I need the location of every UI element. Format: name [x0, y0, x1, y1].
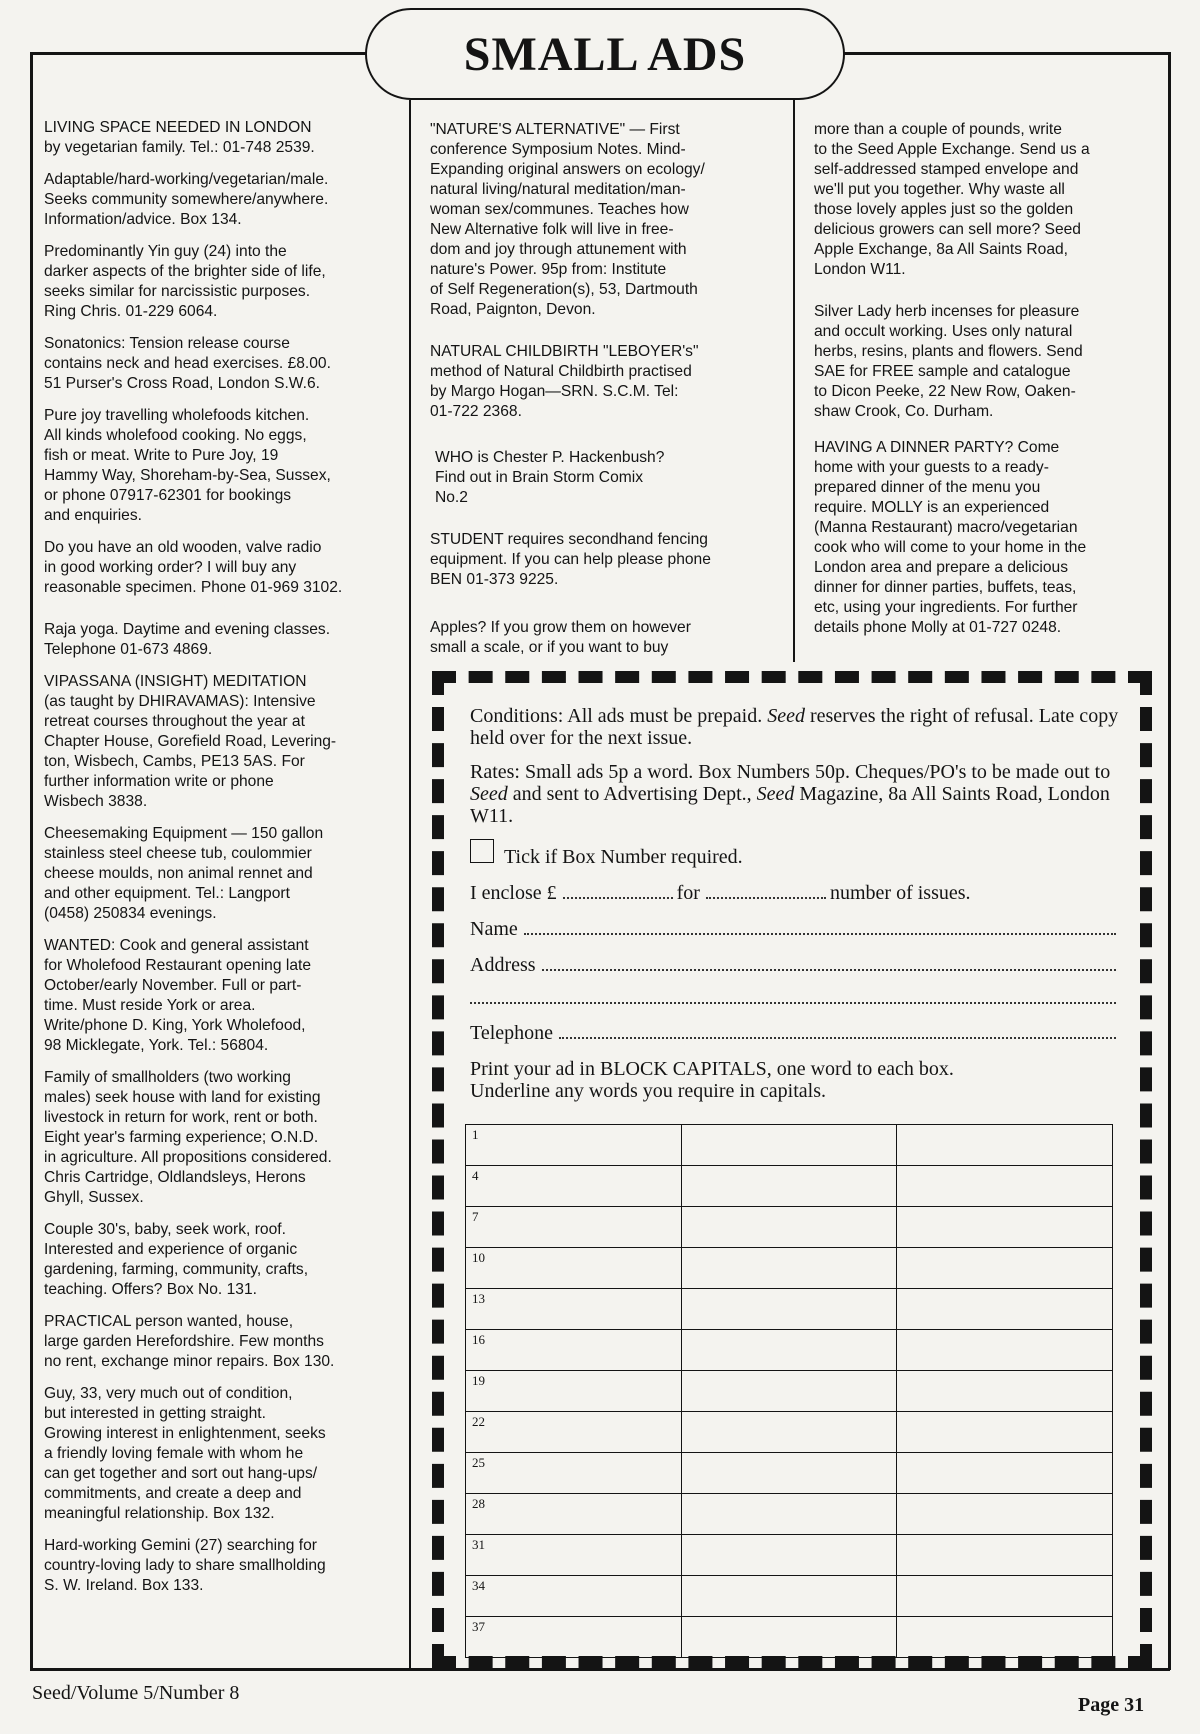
word-box[interactable]: 16: [466, 1330, 682, 1371]
ad-dinner-party: HAVING A DINNER PARTY? Come home with your guests to a ready- prepared dinner of the menu you require. MOLLY is an experienced (Manna Restaurant) macro/vegetarian cook who will come to your home in the London area and prepare a delicious dinner for dinner parties, buffets, teas, etc, using your ingredients. For further details phone Molly at 01-727 0248.: [814, 439, 1087, 636]
box-number-label: Tick if Box Number required.: [504, 846, 743, 868]
name-label: Name: [470, 918, 518, 940]
word-box[interactable]: [681, 1166, 897, 1207]
grid-row: [466, 1125, 1113, 1166]
issues-label: number of issues.: [829, 882, 971, 904]
enclose-label: I enclose £: [470, 882, 557, 904]
ad-couple: Couple 30's, baby, seek work, roof. Interested and experience of organic gardening, farming, community, crafts, teaching. Offers? Box No. 131.: [44, 1221, 309, 1298]
ad-sonatonics: Sonatonics: Tension release course contains neck and head exercises. £8.00. 51 Purser's Cross Road, London S.W.6.: [44, 335, 331, 392]
frame-bottom: [30, 1668, 1170, 1671]
grid-row: [466, 1371, 1113, 1412]
word-box[interactable]: [681, 1330, 897, 1371]
page-number: Page 31: [1078, 1694, 1145, 1716]
ad-smallholders: Family of smallholders (two working males) seek house with land for existing livestock in return for work, rent or both. Eight year's farming experience; O.N.D. in agriculture. All propositions considered. Chris Cartridge, Oldlandsleys, Herons Ghyll, Sussex.: [44, 1069, 332, 1206]
word-box[interactable]: [681, 1207, 897, 1248]
address-row: [470, 954, 1120, 976]
amount-field[interactable]: [563, 897, 673, 899]
word-box[interactable]: 34: [466, 1576, 682, 1617]
grid-row: [466, 1330, 1113, 1371]
word-box[interactable]: 22: [466, 1412, 682, 1453]
ad-guy-33: Guy, 33, very much out of condition, but interested in getting straight. Growing interest in enlightenment, seeks a friendly loving female with whom he can get together and sort out hang-ups/ commitments, and create a deep and meaningful relationship. Box 132.: [44, 1385, 326, 1522]
word-box[interactable]: 4: [466, 1166, 682, 1207]
ad-cheesemaking: Cheesemaking Equipment — 150 gallon stainless steel cheese tub, coulommier cheese moulds, non animal rennet and and other equipment. Tel.: Langport (0458) 250834 evenings.: [44, 825, 324, 922]
word-box[interactable]: [681, 1412, 897, 1453]
grid-row: [466, 1576, 1113, 1617]
ad-chester-hackenbush: WHO is Chester P. Hackenbush? Find out in Brain Storm Comix No.2: [435, 449, 665, 506]
frame-left: [30, 52, 33, 1670]
conditions-text: Conditions: All ads must be prepaid. Seed reserves the right of refusal. Late copy held over for the next issue.: [470, 705, 1119, 749]
frame-right: [1168, 52, 1171, 1670]
word-box[interactable]: [897, 1617, 1113, 1658]
word-box[interactable]: [897, 1125, 1113, 1166]
column-divider-2: [793, 100, 795, 662]
for-label: for: [676, 882, 700, 904]
grid-row: [466, 1453, 1113, 1494]
word-box[interactable]: [681, 1494, 897, 1535]
word-grid: [465, 1124, 1113, 1658]
ad-natural-childbirth: NATURAL CHILDBIRTH "LEBOYER's" method of Natural Childbirth practised by Margo Hogan—SRN. S.C.M. Tel: 01-722 2368.: [430, 343, 699, 420]
ad-apple-exchange: more than a couple of pounds, write to the Seed Apple Exchange. Send us a self-addressed stamped envelope and we'll put you together. Why waste all those lovely apples just so the golden delicious growers can sell more? Seed Apple Exchange, 8a All Saints Road, London W11.: [814, 121, 1090, 278]
ads-column-2: [430, 120, 775, 680]
ad-practical-person: PRACTICAL person wanted, house, large garden Herefordshire. Few months no rent, exchange minor repairs. Box 130.: [44, 1313, 335, 1370]
ad-gemini: Hard-working Gemini (27) searching for country-loving lady to share smallholding S. W. Ireland. Box 133.: [44, 1537, 326, 1594]
address-field-2[interactable]: [470, 1002, 1116, 1004]
ads-column-1: [44, 118, 392, 1608]
word-box[interactable]: 7: [466, 1207, 682, 1248]
word-box[interactable]: 19: [466, 1371, 682, 1412]
title-banner: [365, 8, 845, 100]
rates-text: Rates: Small ads 5p a word. Box Numbers 50p. Cheques/PO's to be made out to Seed and sent to Advertising Dept., Seed Magazine, 8a All Saints Road, London W11.: [470, 761, 1111, 827]
print-instructions: Print your ad in BLOCK CAPITALS, one word to each box. Underline any words you require in capitals.: [470, 1058, 954, 1102]
ad-valve-radio: Do you have an old wooden, valve radio in good working order? I will buy any reasonable specimen. Phone 01-969 3102.: [44, 539, 343, 596]
ad-living-space: LIVING SPACE NEEDED IN LONDON by vegetarian family. Tel.: 01-748 2539.: [44, 119, 315, 156]
word-box[interactable]: [681, 1617, 897, 1658]
word-box[interactable]: [897, 1576, 1113, 1617]
word-box[interactable]: [681, 1535, 897, 1576]
word-box[interactable]: 31: [466, 1535, 682, 1576]
ads-column-3: [814, 120, 1144, 654]
issue-footer: Seed/Volume 5/Number 8: [32, 1682, 240, 1704]
ad-silver-lady: Silver Lady herb incenses for pleasure and occult working. Uses only natural herbs, resins, plants and flowers. Send SAE for FREE sample and catalogue to Dicon Peeke, 22 New Row, Oaken- shaw Crook, Co. Durham.: [814, 303, 1083, 420]
word-box[interactable]: [897, 1494, 1113, 1535]
order-form: [470, 705, 1120, 1114]
word-box[interactable]: [681, 1289, 897, 1330]
grid-row: [466, 1248, 1113, 1289]
word-box[interactable]: [681, 1371, 897, 1412]
word-box[interactable]: [897, 1289, 1113, 1330]
telephone-field[interactable]: [559, 1037, 1116, 1039]
telephone-row: [470, 1022, 1120, 1044]
word-box[interactable]: [897, 1535, 1113, 1576]
grid-row: [466, 1617, 1113, 1658]
grid-row: [466, 1207, 1113, 1248]
address-label: Address: [470, 954, 536, 976]
box-number-checkbox[interactable]: [470, 839, 494, 863]
word-box[interactable]: 13: [466, 1289, 682, 1330]
word-box[interactable]: 10: [466, 1248, 682, 1289]
ad-student-fencing: STUDENT requires secondhand fencing equipment. If you can help please phone BEN 01-373 9225.: [430, 531, 711, 588]
grid-row: [466, 1166, 1113, 1207]
ad-apples: Apples? If you grow them on however small a scale, or if you want to buy: [430, 619, 691, 656]
address-field[interactable]: [542, 969, 1116, 971]
ad-yin-guy: Predominantly Yin guy (24) into the darker aspects of the brighter side of life, seeks similar for narcissistic purposes. Ring Chris. 01-229 6064.: [44, 243, 326, 320]
name-row: [470, 918, 1120, 940]
word-box[interactable]: [897, 1166, 1113, 1207]
ad-raja-yoga: Raja yoga. Daytime and evening classes. Telephone 01-673 4869.: [44, 621, 331, 658]
ad-vipassana: VIPASSANA (INSIGHT) MEDITATION (as taught by DHIRAVAMAS): Intensive retreat courses throughout the year at Chapter House, Gorefield Road, Levering- ton, Wisbech, Cambs, PE13 5AS. For further information write or phone Wisbech 3838.: [44, 673, 337, 810]
word-box[interactable]: [681, 1248, 897, 1289]
word-box[interactable]: [681, 1576, 897, 1617]
word-box[interactable]: [897, 1412, 1113, 1453]
word-box[interactable]: [897, 1453, 1113, 1494]
name-field[interactable]: [524, 933, 1116, 935]
ad-pure-joy: Pure joy travelling wholefoods kitchen. All kinds wholefood cooking. No eggs, fish or meat. Write to Pure Joy, 19 Hammy Way, Shoreham-by-Sea, Sussex, or phone 07917-62301 for bookings and enquiries.: [44, 407, 331, 524]
telephone-label: Telephone: [470, 1022, 554, 1044]
ad-natures-alternative: "NATURE'S ALTERNATIVE" — First conference Symposium Notes. Mind- Expanding original answers on ecology/ natural living/natural meditation/man- woman sex/communes. Teaches how New Alternative folk will live in free- dom and joy through attunement with nature's Power. 95p from: Institute of Self Regeneration(s), 53, Dartmouth Road, Paignton, Devon.: [430, 121, 705, 318]
word-box[interactable]: [897, 1248, 1113, 1289]
address-row-2: [470, 990, 1120, 1008]
page-title: SMALL ADS: [463, 27, 747, 81]
grid-row: [466, 1289, 1113, 1330]
issues-count-field[interactable]: [706, 897, 826, 899]
word-box[interactable]: [897, 1207, 1113, 1248]
word-box[interactable]: 1: [466, 1125, 682, 1166]
word-box[interactable]: 37: [466, 1617, 682, 1658]
word-box[interactable]: 25: [466, 1453, 682, 1494]
grid-row: [466, 1494, 1113, 1535]
word-box[interactable]: [897, 1371, 1113, 1412]
enclose-row: [470, 882, 1120, 904]
word-box[interactable]: [681, 1125, 897, 1166]
word-box[interactable]: [897, 1330, 1113, 1371]
column-divider-1: [409, 100, 411, 1668]
frame-top-left: [30, 52, 366, 55]
frame-top-right: [844, 52, 1170, 55]
word-box[interactable]: [681, 1453, 897, 1494]
ad-wanted-cook: WANTED: Cook and general assistant for Wholefood Restaurant opening late October/early November. Full or part- time. Must reside York or area. Write/phone D. King, York Wholefood, 98 Micklegate, York. Tel.: 56804.: [44, 937, 311, 1054]
word-box[interactable]: 28: [466, 1494, 682, 1535]
box-number-option[interactable]: [470, 839, 1120, 868]
grid-row: [466, 1535, 1113, 1576]
ad-adaptable-male: Adaptable/hard-working/vegetarian/male. Seeks community somewhere/anywhere. Information/advice. Box 134.: [44, 171, 329, 228]
grid-row: [466, 1412, 1113, 1453]
